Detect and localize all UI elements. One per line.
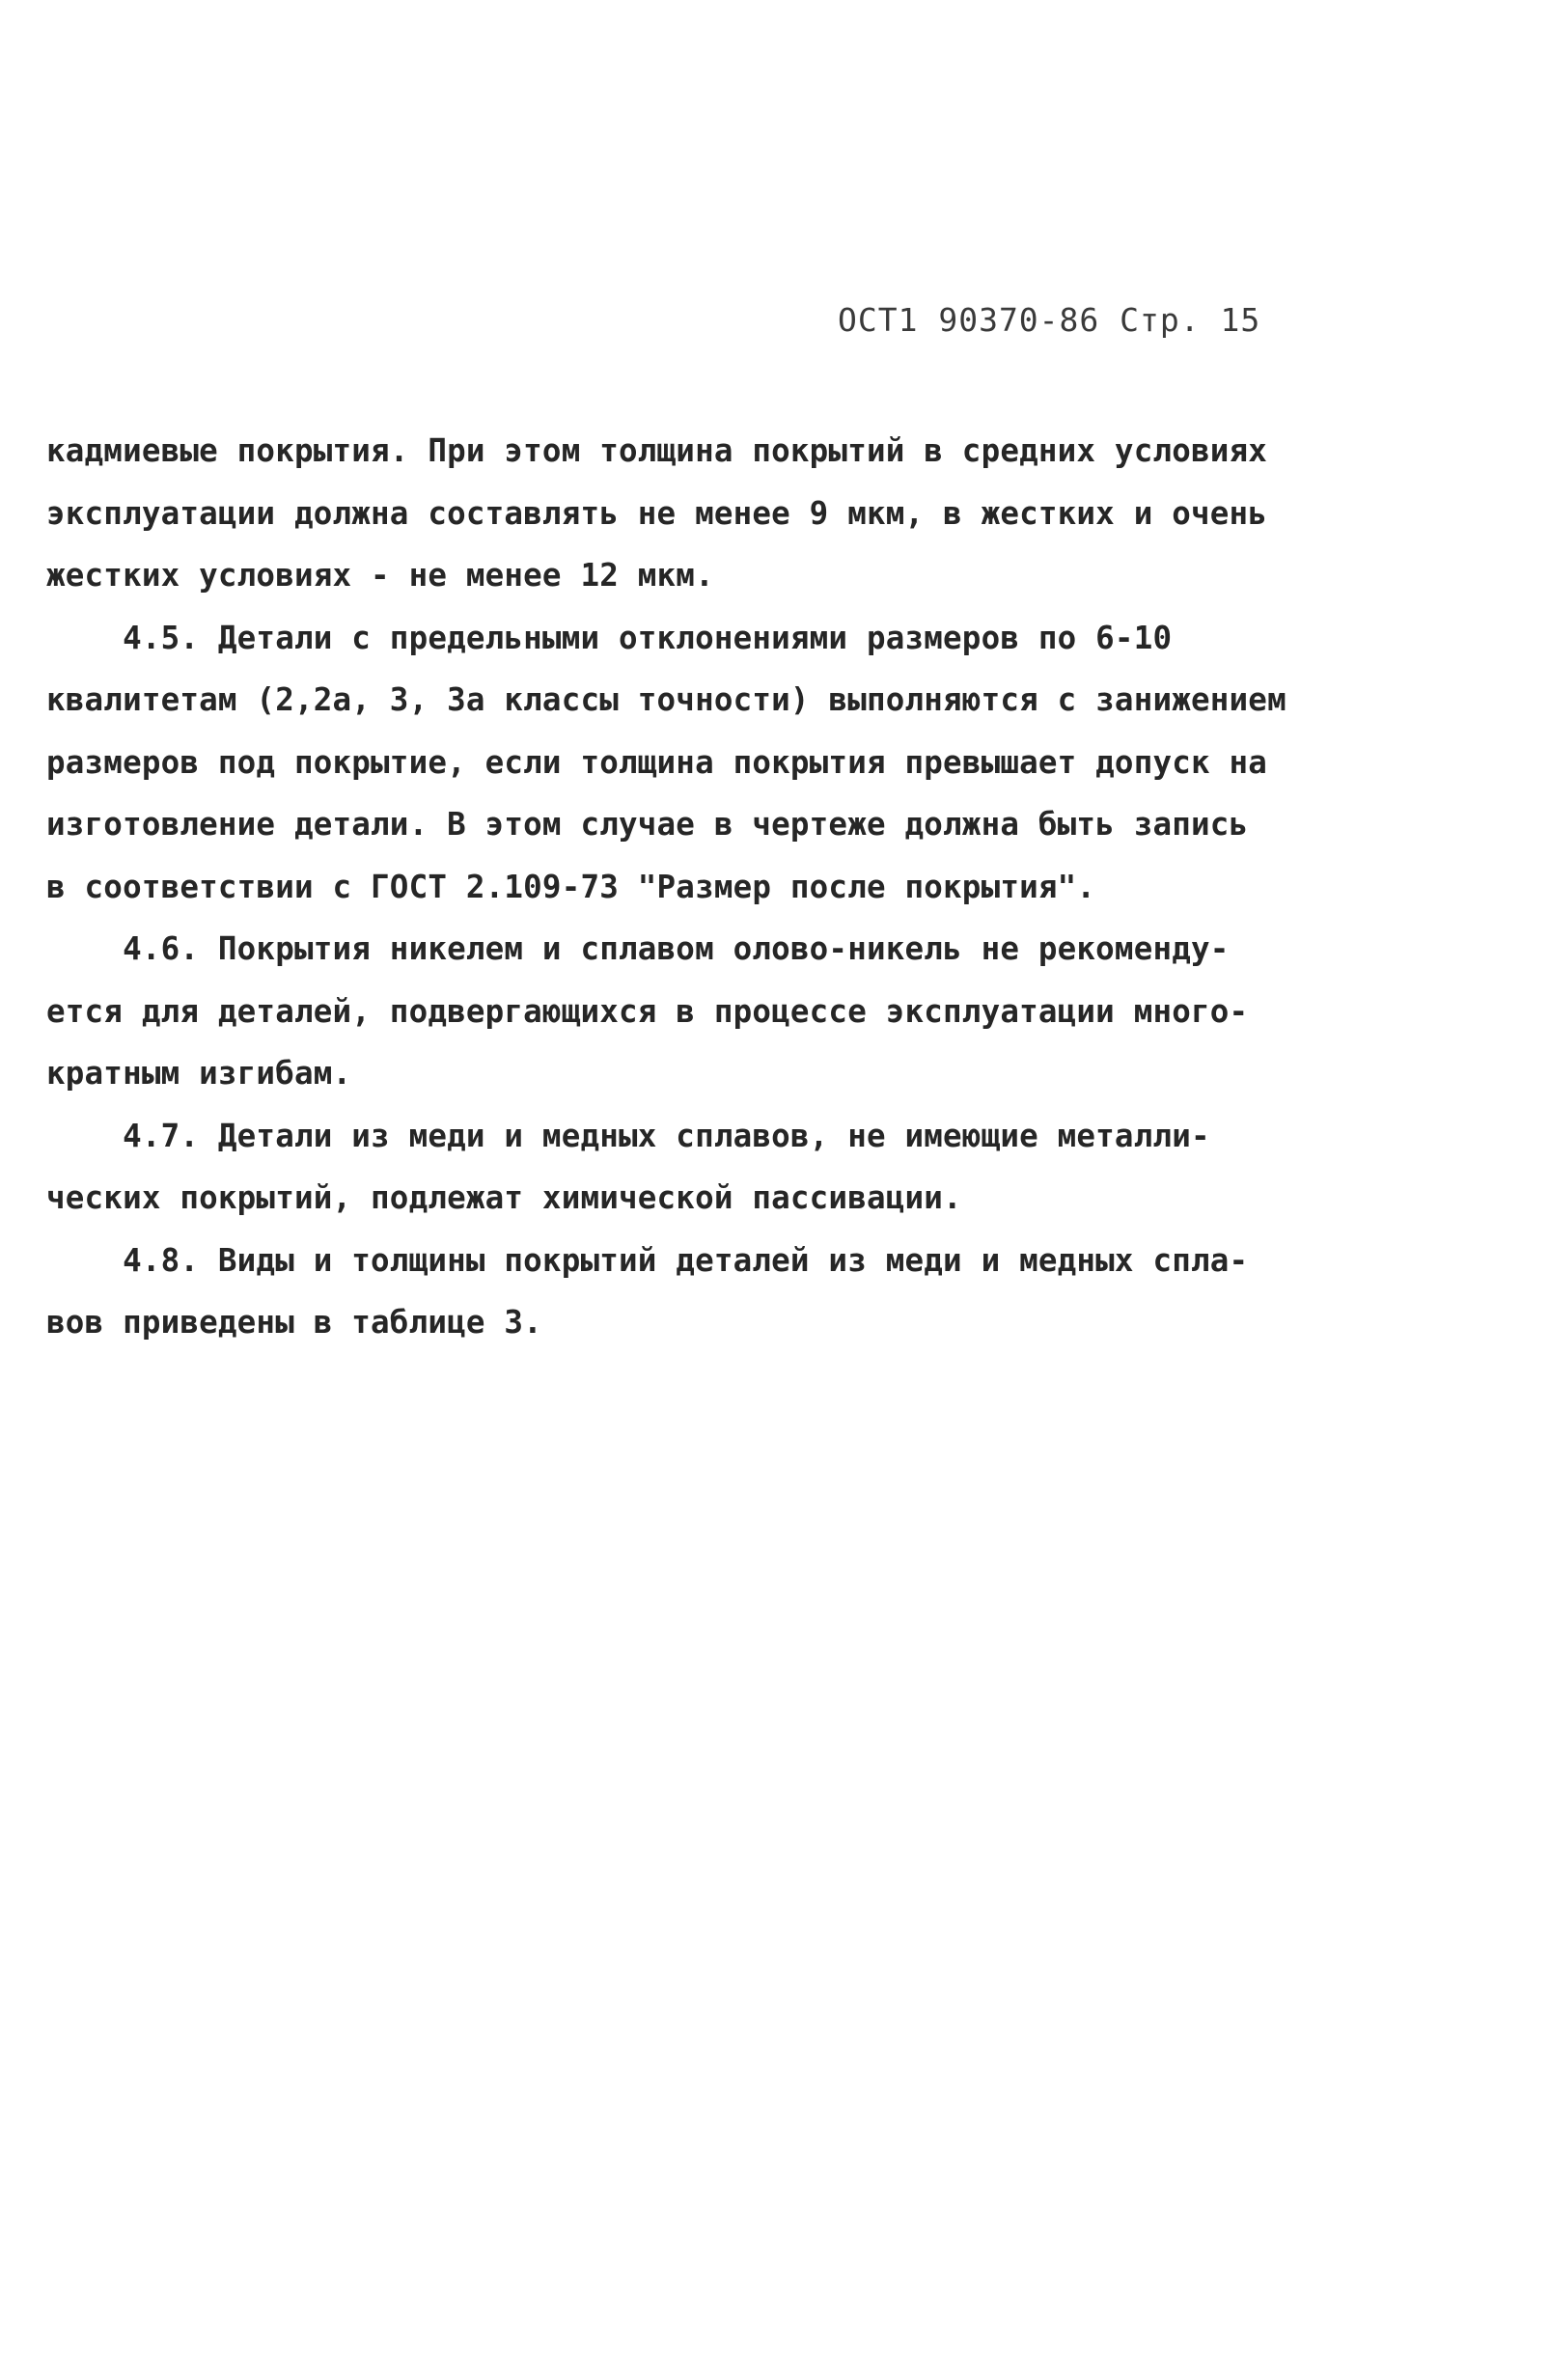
text-line: 4.5. Детали с предельными отклонениями размеров по 6-10 — [46, 619, 1173, 656]
text-line: размеров под покрытие, если толщина покрытия превышает допуск на — [46, 743, 1268, 781]
text-line: жестких условиях - не менее 12 мкм. — [46, 557, 714, 594]
page-header: ОСТ1 90370-86 Стр. 15 — [838, 301, 1261, 339]
text-line: изготовление детали. В этом случае в чертеже должна быть запись — [46, 806, 1249, 843]
text-line: кадмиевые покрытия. При этом толщина покрытий в средних условиях — [46, 432, 1268, 469]
text-line: эксплуатации должна составлять не менее 9 мкм, в жестких и очень — [46, 494, 1268, 532]
text-line: 4.8. Виды и толщины покрытий деталей из меди и медных спла- — [46, 1241, 1249, 1279]
text-line: 4.6. Покрытия никелем и сплавом олово-никель не рекоменду- — [46, 930, 1230, 967]
text-line: 4.7. Детали из меди и медных сплавов, не имеющие металли- — [46, 1117, 1210, 1154]
text-line: ется для деталей, подвергающихся в процессе эксплуатации много- — [46, 992, 1249, 1030]
text-line: квалитетам (2,2а, 3, 3а классы точности) выполняются с занижением — [46, 681, 1286, 718]
body-text — [46, 420, 1330, 1354]
text-line: вов приведены в таблице 3. — [46, 1304, 542, 1341]
text-line: ческих покрытий, подлежат химической пассивации. — [46, 1179, 962, 1216]
text-line: в соответствии с ГОСТ 2.109-73 "Размер после покрытия". — [46, 868, 1096, 905]
text-line: кратным изгибам. — [46, 1055, 352, 1092]
